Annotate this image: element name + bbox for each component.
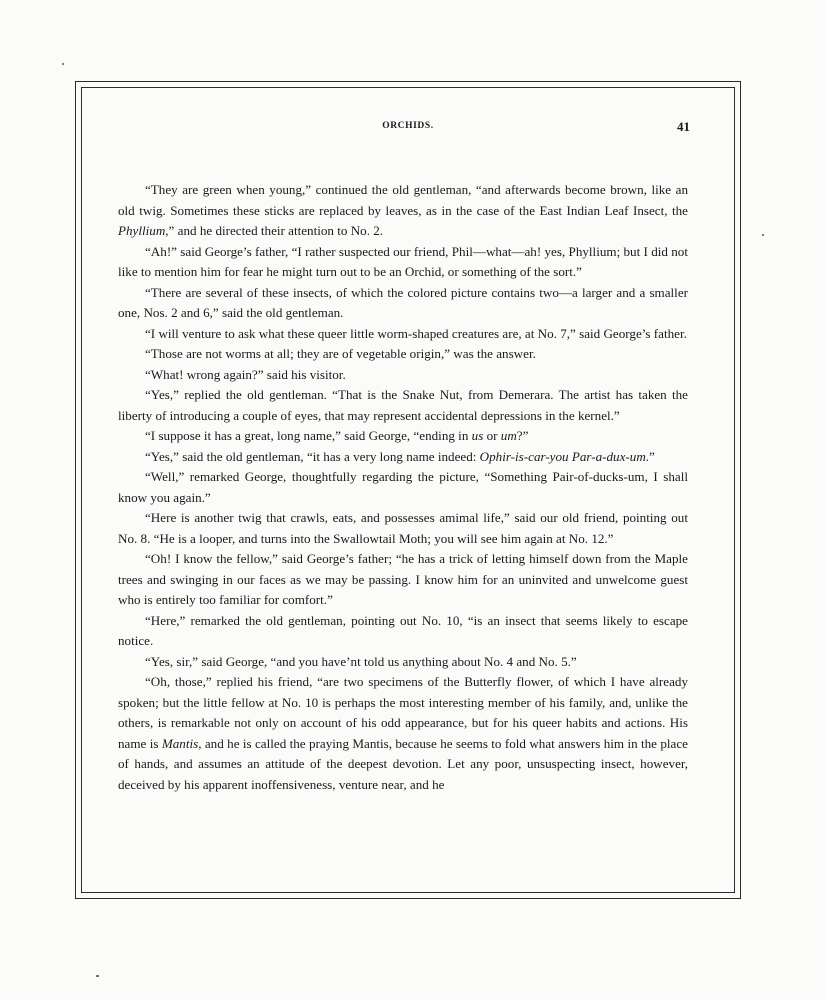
paragraph: “I will venture to ask what these queer little worm-shaped creatures are, at No. 7,” said George’s father. <box>145 325 687 341</box>
paragraph: “Yes,” replied the old gentleman. “That is the Snake Nut, from Demerara. The artist has taken the liberty of introducing a couple of eyes, that may represent accidental depressions in the kernel.” <box>118 387 688 423</box>
paragraph: “There are several of these insects, of which the colored picture contains two—a larger and a smaller one, Nos. 2 and 6,” said the old gentleman. <box>118 284 688 320</box>
running-title: ORCHIDS. <box>382 121 434 131</box>
paragraph: “Those are not worms at all; they are of vegetable origin,” was the answer. <box>145 346 536 361</box>
running-head <box>120 121 696 137</box>
paragraph: “Yes, sir,” said George, “and you have’nt told us anything about No. 4 and No. 5.” <box>145 653 577 669</box>
paragraph: “Ah!” said George’s father, “I rather suspected our friend, Phil—what—ah! yes, Phyllium; but I did not like to mention him for fear he might turn out to be an Orchid, or something of the sort.” <box>118 243 688 279</box>
page-number: 41 <box>677 119 690 134</box>
paragraph: “Here,” remarked the old gentleman, pointing out No. 10, “is an insect that seems likely to escape notice. <box>118 612 688 648</box>
paragraph: “I suppose it has a great, long name,” said George, “ending in us or um?” <box>145 428 529 443</box>
print-speck <box>762 234 764 236</box>
print-speck <box>62 63 64 65</box>
paragraph: “They are green when young,” continued the old gentleman, “and afterwards become brown, like an old twig. Sometimes these sticks are replaced by leaves, as in the case of the East Indian Leaf Insect, the Phyllium,” and he directed their attention to No. 2. <box>118 182 688 238</box>
print-speck <box>96 975 99 977</box>
paragraph: “Oh, those,” replied his friend, “are two specimens of the Butterfly flower, of which I have already spoken; but the little fellow at No. 10 is perhaps the most interesting member of his family, and, unlike the others, is remarkable not only on account of his odd appearance, but for his queer habits and actions. His name is Mantis, and he is called the praying Mantis, because he seems to fold what answers him in the place of hands, and assumes an attitude of the deepest devotion. Let any poor, unsuspecting insect, however, deceived by his apparent inoffensiveness, venture near, and he <box>118 674 688 792</box>
body-text <box>118 180 688 795</box>
paragraph: “Yes,” said the old gentleman, “it has a very long name indeed: Ophir-is-car-you Par-a-dux-um.” <box>145 448 655 464</box>
paragraph: “Here is another twig that crawls, eats, and possesses amimal life,” said our old friend, pointing out No. 8. “He is a looper, and turns into the Swallowtail Moth; you will see him again at No. 12.” <box>118 510 688 546</box>
paragraph: “What! wrong again?” said his visitor. <box>145 366 346 382</box>
paragraph: “Well,” remarked George, thoughtfully regarding the picture, “Something Pair-of-ducks-um, I shall know you again.” <box>118 469 688 505</box>
paragraph: “Oh! I know the fellow,” said George’s father; “he has a trick of letting himself down from the Maple trees and swinging in our faces as we may be passing. I know him for an uninvited and unwelcome guest who is entirely too familiar for comfort.” <box>118 551 688 607</box>
